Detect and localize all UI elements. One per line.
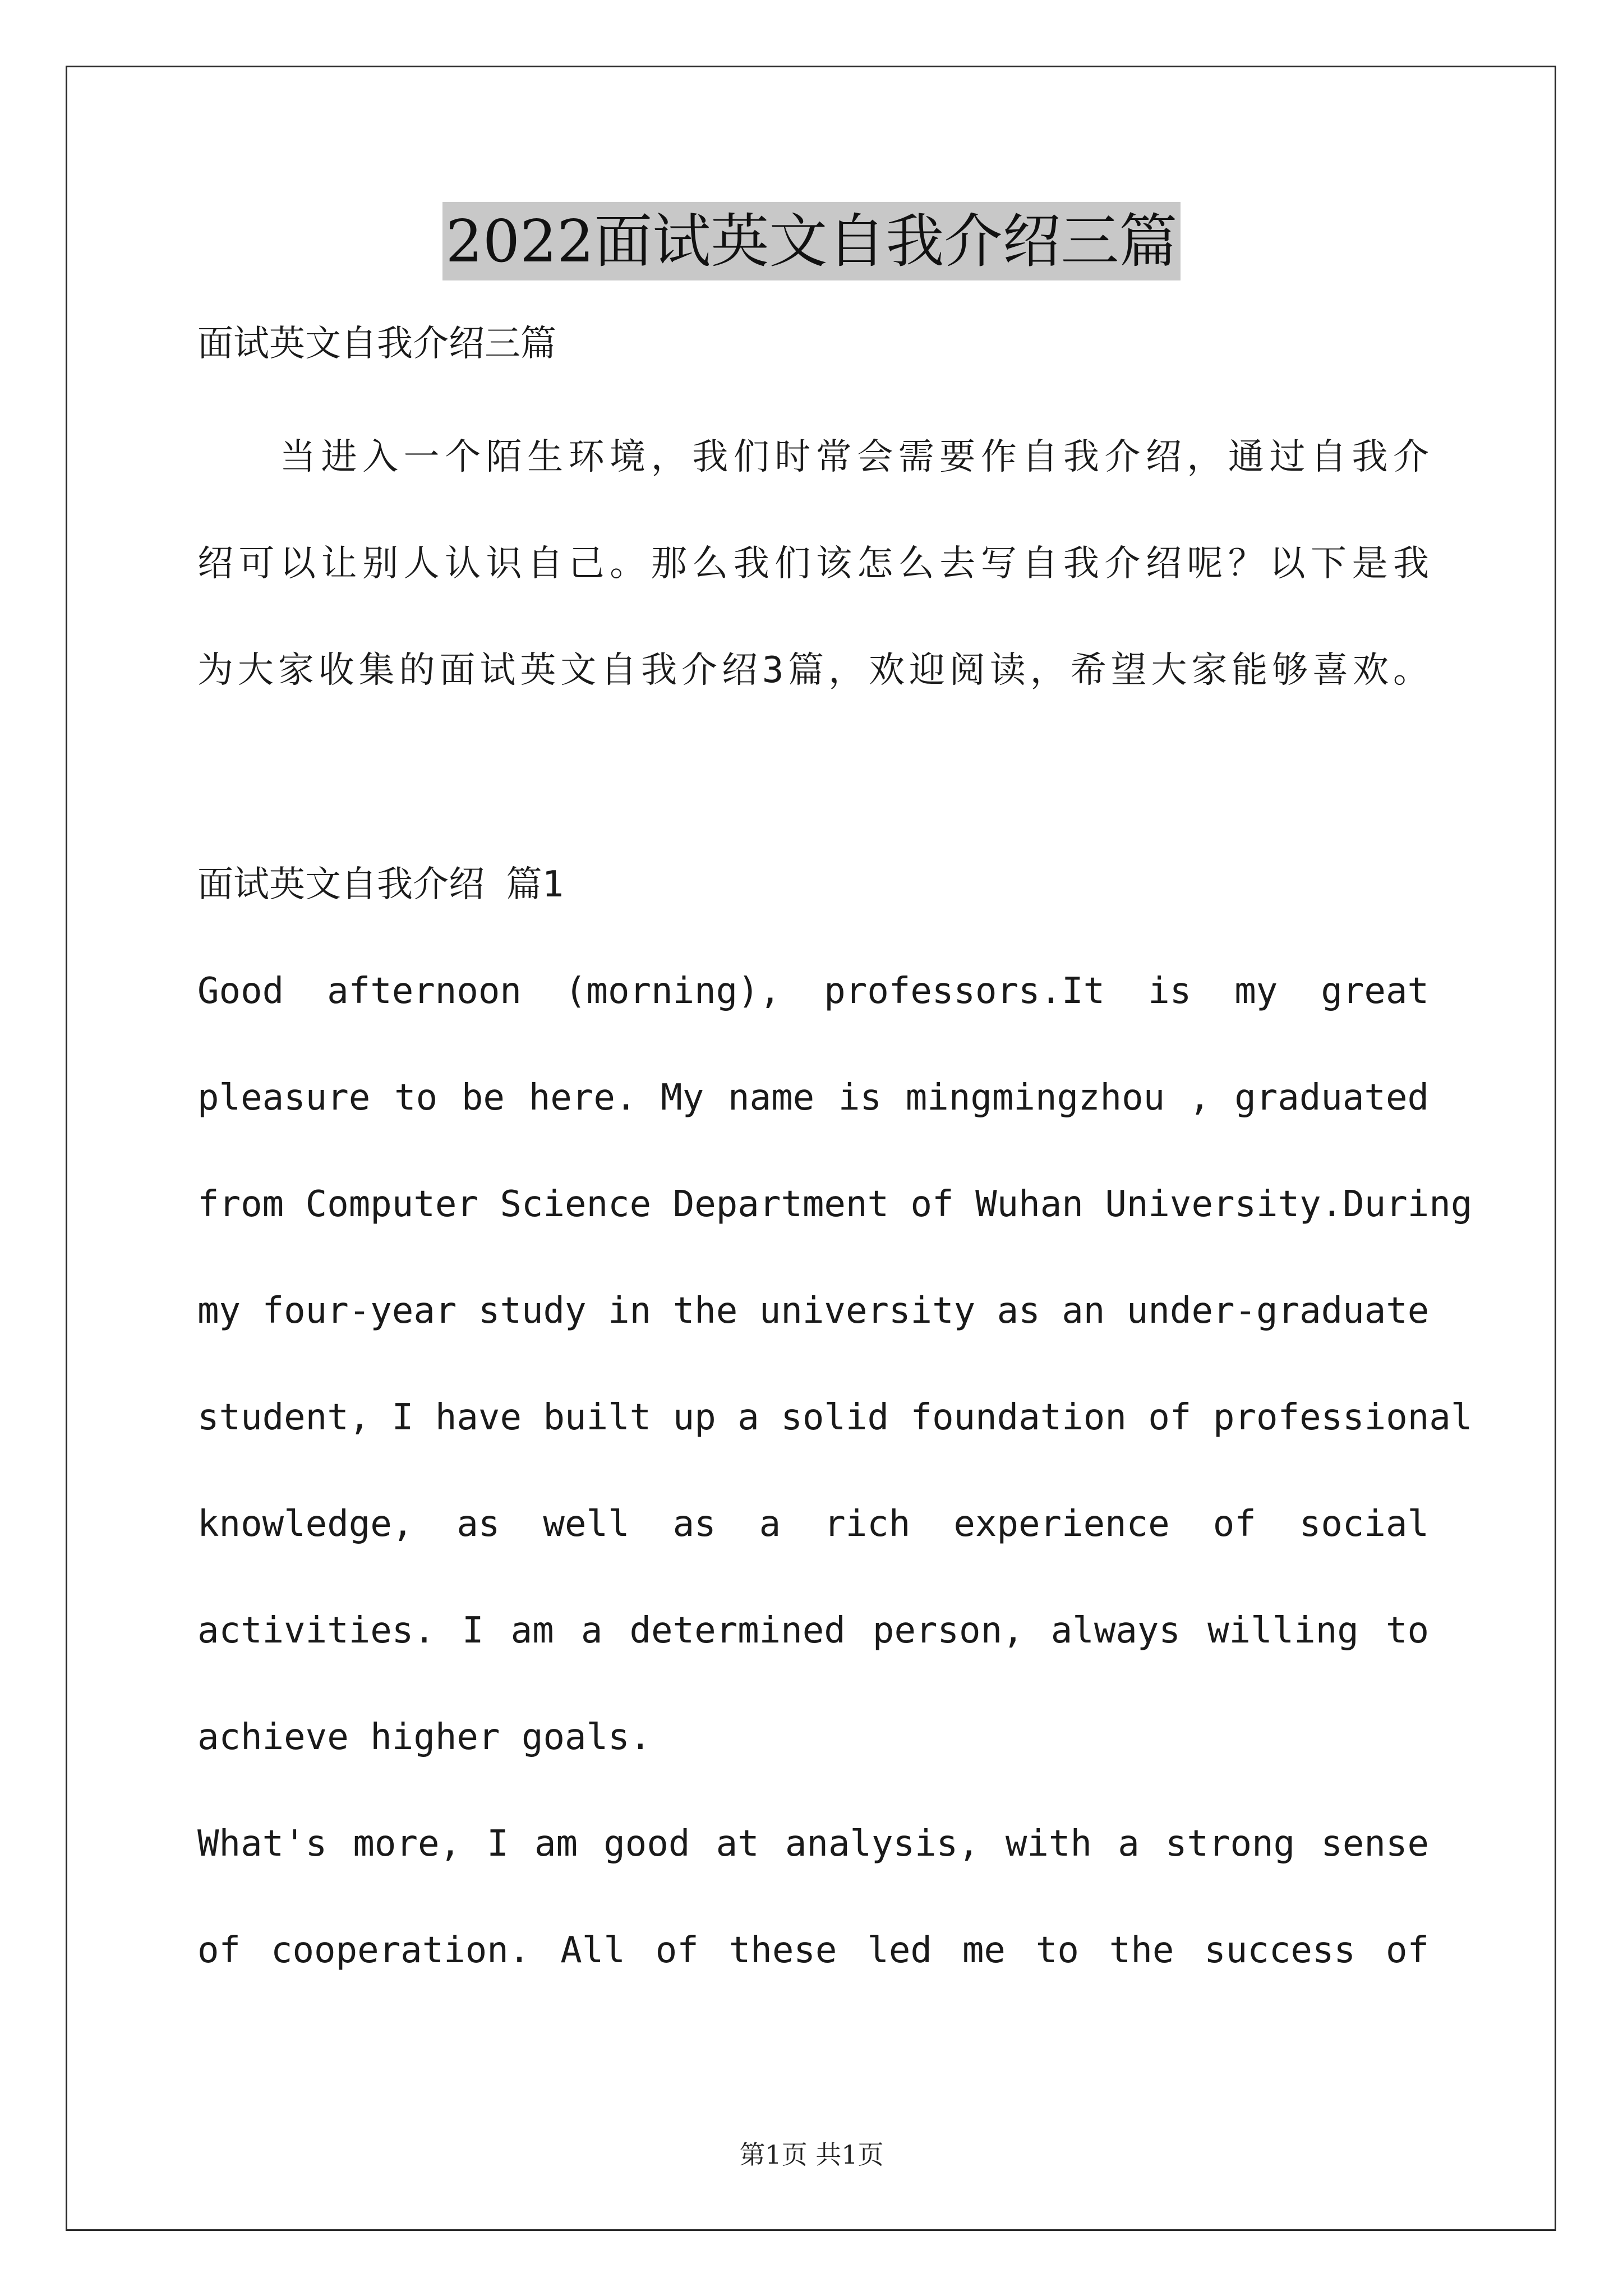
- page-border: [66, 66, 1556, 2231]
- document-title-wrapper: [0, 202, 1623, 280]
- paragraph-line: of cooperation. All of these led me to the success of: [197, 1930, 1429, 1971]
- intro-line-1: 当进入一个陌生环境，我们时常会需要作自我介绍，通过自我介: [197, 436, 1429, 478]
- document-title: 2022面试英文自我介绍三篇: [442, 202, 1181, 280]
- paragraph-line: my four-year study in the university as an under-graduate: [197, 1290, 1430, 1332]
- paragraph-line: Good afternoon (morning), professors.It is my great: [197, 970, 1429, 1012]
- paragraph-line: activities. I am a determined person, always willing to: [197, 1610, 1429, 1651]
- intro-line-2: 绍可以让别人认识自己。那么我们该怎么去写自我介绍呢？以下是我: [197, 543, 1429, 585]
- subsection-heading: 面试英文自我介绍 篇1: [197, 864, 564, 905]
- paragraph-line: What's more, I am good at analysis, with a strong sense: [197, 1823, 1429, 1865]
- page-number-label: 第1页 共1页: [739, 2139, 884, 2170]
- section-heading: 面试英文自我介绍三篇: [197, 323, 556, 365]
- paragraph-line: achieve higher goals.: [197, 1717, 652, 1758]
- page-footer: [0, 2134, 1623, 2171]
- intro-line-3: 为大家收集的面试英文自我介绍3篇，欢迎阅读，希望大家能够喜欢。: [197, 650, 1429, 691]
- paragraph-line: knowledge, as well as a rich experience of social: [197, 1503, 1429, 1545]
- paragraph-line: pleasure to be here. My name is mingmingzhou , graduated: [197, 1077, 1429, 1119]
- paragraph-line: from Computer Science Department of Wuhan University.During: [197, 1184, 1473, 1225]
- paragraph-line: student, I have built up a solid foundation of professional: [197, 1397, 1473, 1438]
